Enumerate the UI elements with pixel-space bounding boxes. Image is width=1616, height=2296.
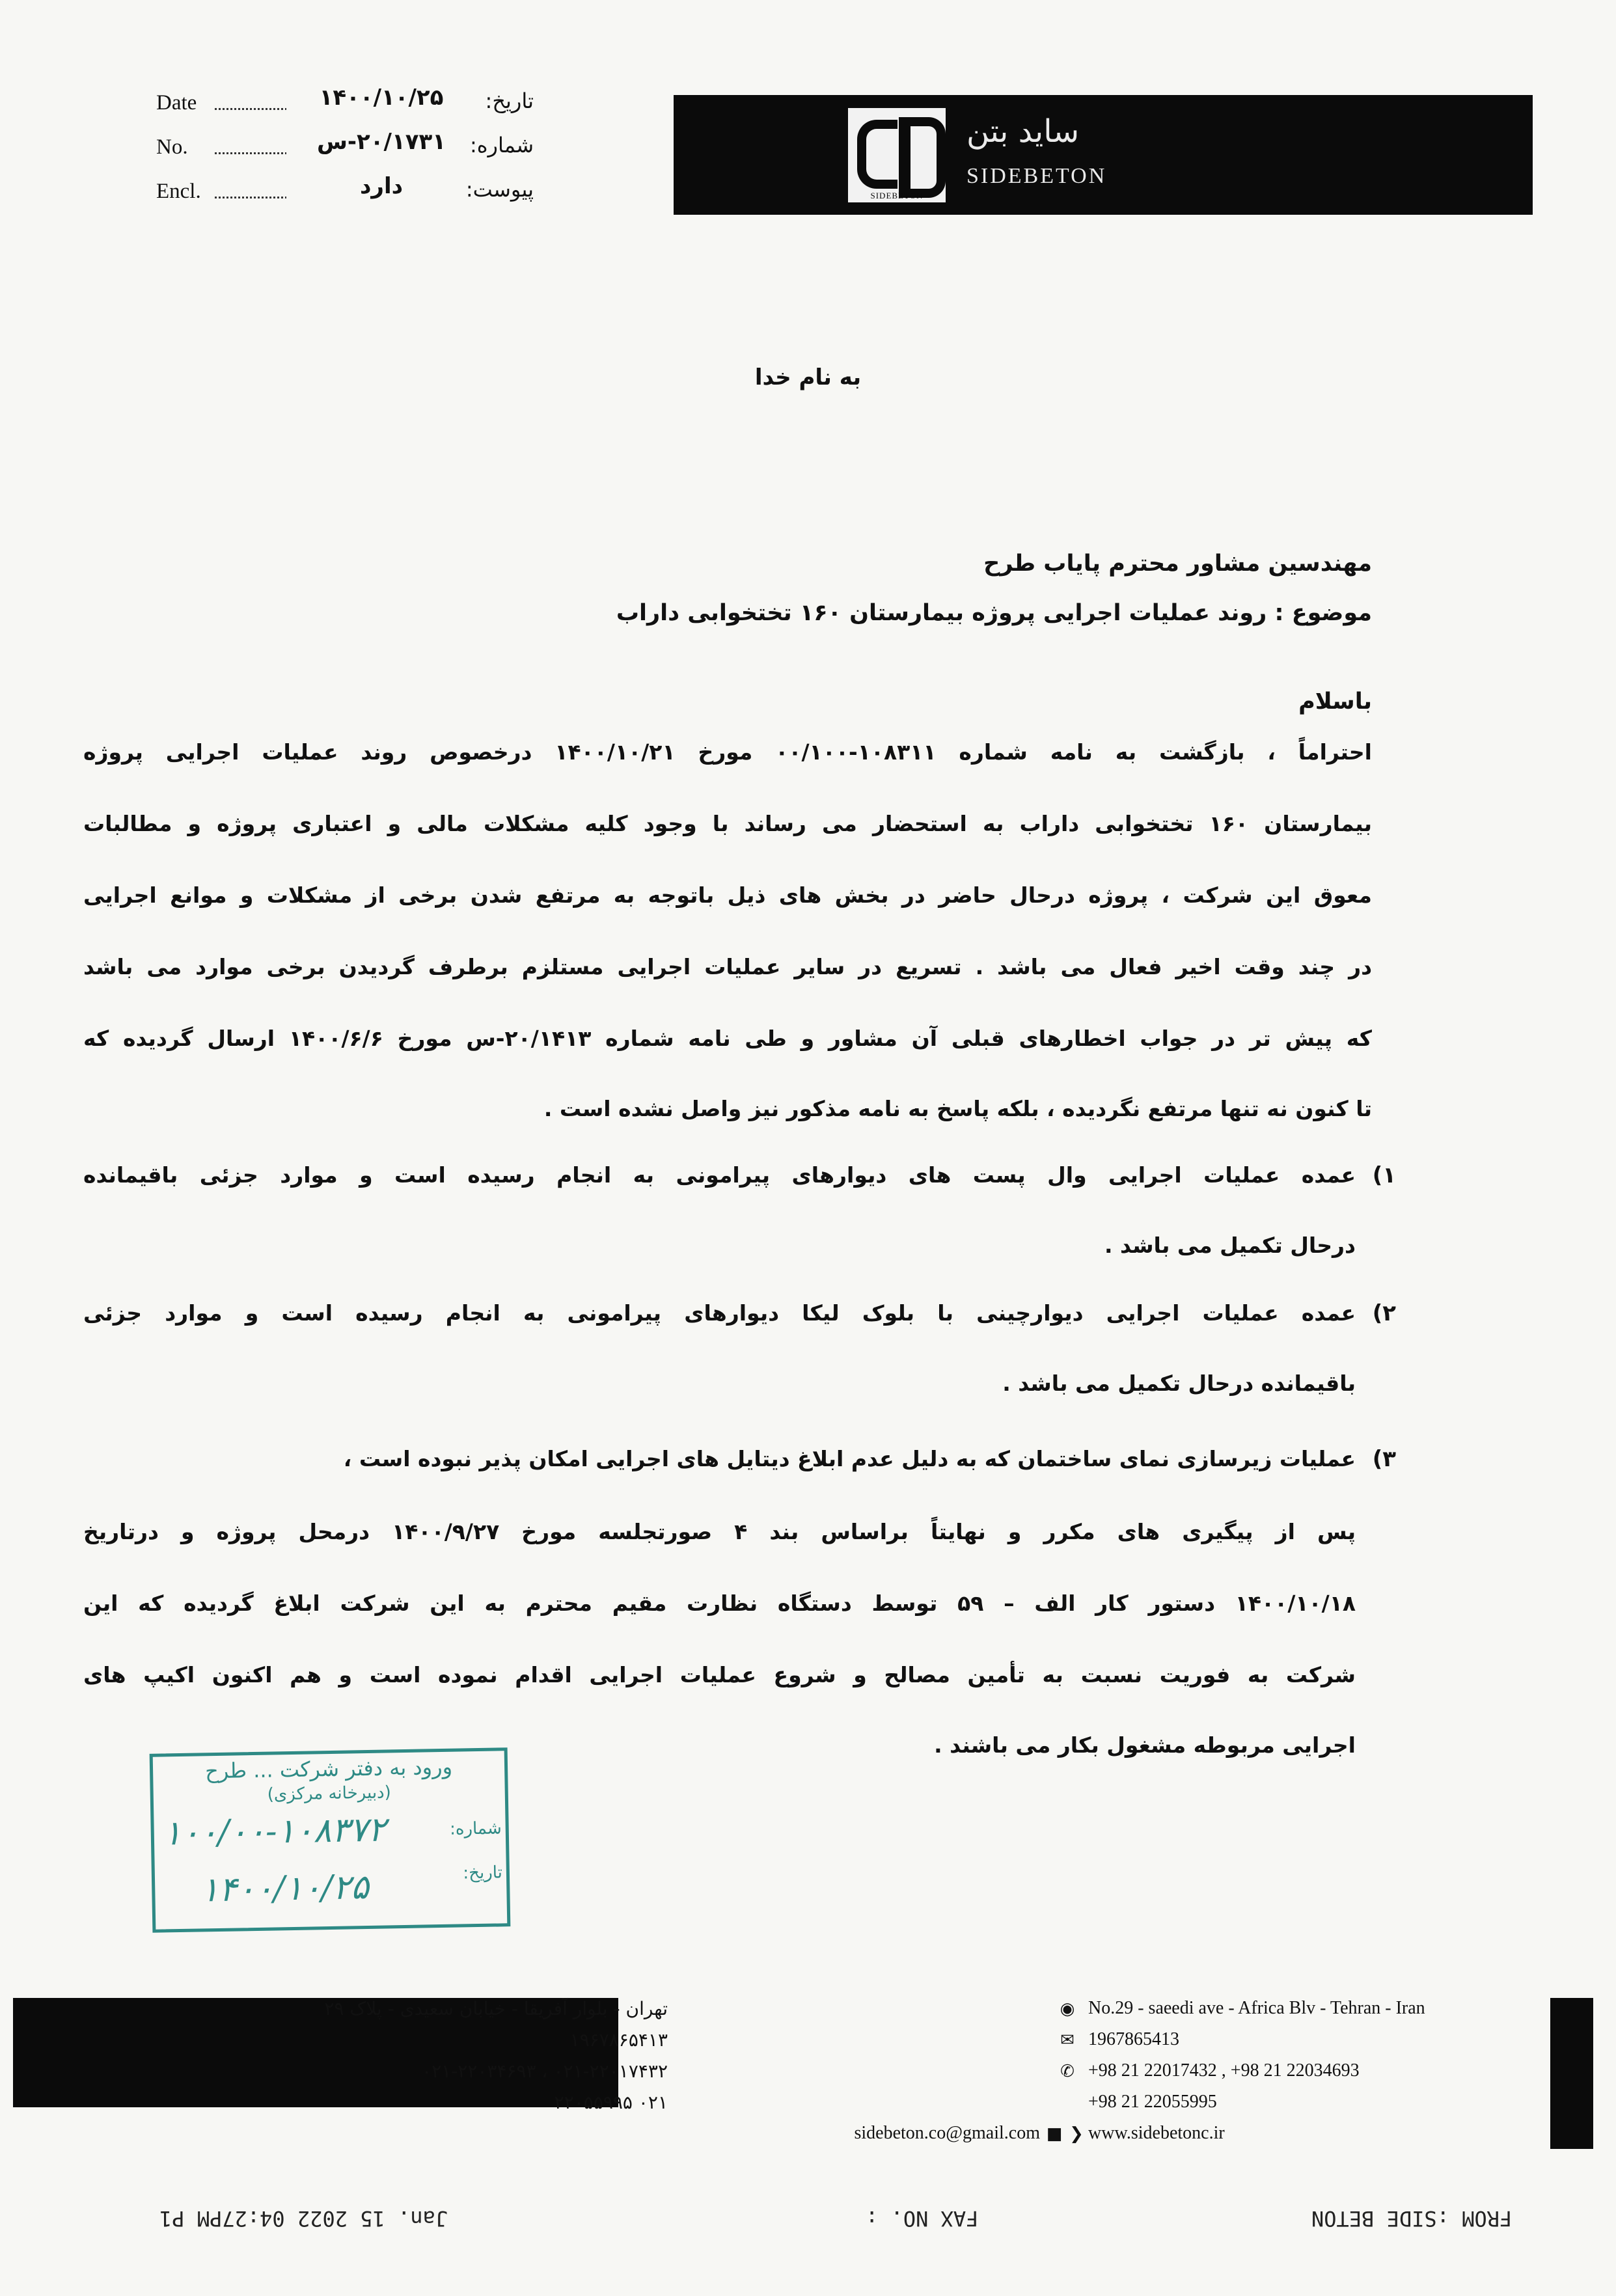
item-number: ۳) — [1372, 1446, 1396, 1472]
footer-phone-fa: ۰۲۱-۲۲۰۱۷۴۳۲ ، ۰۲۱-۲۲۰۳۴۶۹۳ — [422, 2060, 668, 2082]
enclosure-value: دارد — [286, 173, 476, 199]
company-name-en: SIDEBETON — [966, 164, 1107, 188]
stamp-date-label: تاریخ: — [463, 1863, 503, 1883]
company-logo-bar — [674, 95, 1533, 215]
stamp-number-value: ۱۰۰/۰۰-۱۰۸۳۷۲ — [163, 1810, 387, 1853]
stamp-date-value: ۱۴۰۰/۱۰/۲۵ — [200, 1867, 370, 1910]
number-label-fa: شماره: — [469, 133, 534, 157]
intro-line: بیمارستان ۱۶۰ تختخوابی داراب به استحضار می رساند با وجود کلیه مشکلات مالی و اعتباری پروژه و مطالبات — [83, 811, 1373, 836]
enclosure-row — [156, 174, 534, 211]
item-number: ۱) — [1372, 1162, 1396, 1188]
intro-line: در چند وقت اخیر فعال می باشد . تسریع در سایر عملیات اجرایی مستلزم برطرف گردیدن برخی موارد می باشد — [83, 954, 1372, 979]
footer-email: sidebeton.co@gmail.com — [854, 2123, 1040, 2143]
footer-phone-en: +98 21 22017432 , +98 21 22034693 — [1088, 2060, 1360, 2081]
intro-line: معوق این شرکت ، پروژه درحال حاضر در بخش های ذیل باتوجه به مرتفع شدن برخی از مشکلات و موانع اجرایی — [83, 882, 1372, 908]
sb-logo-icon — [848, 108, 946, 202]
enclosure-label-en: Encl. — [156, 180, 201, 203]
fax-number: FAX NO. : — [866, 2206, 979, 2231]
footer-fax-fa: ۰۲۱ ۲۲۰۵۵۹۹۵ — [554, 2092, 668, 2113]
mailbox-icon: ✉ — [1060, 2030, 1075, 2050]
basmala: به نام خدا — [754, 364, 862, 390]
intro-line: تا کنون نه تنها مرتفع نگردیده ، بلکه پاسخ به نامه مذکور نیز واصل نشده است . — [543, 1096, 1372, 1121]
footer-postal-en: 1967865413 — [1088, 2029, 1179, 2049]
number-label-en: No. — [156, 135, 188, 159]
location-icon: ◉ — [1060, 1999, 1075, 2019]
fax-from: FROM :SIDE BETON — [1311, 2206, 1513, 2231]
email-icon: ■ — [1046, 2124, 1063, 2144]
received-stamp — [150, 1747, 511, 1933]
logo-mark-text: SIDEBETON — [870, 191, 924, 200]
enclosure-label-fa: پیوست: — [465, 177, 534, 202]
footer-postal-fa: ۱۹۶۷۸۶۵۴۱۳ — [569, 2029, 668, 2051]
company-name-fa: ساید بتن — [966, 113, 1080, 150]
date-label-fa: تاریخ: — [485, 89, 534, 113]
phone-icon: ✆ — [1060, 2062, 1075, 2081]
item-line: عمده عملیات اجرایی وال پست های دیوارهای پیرامونی به انجام رسیده است و موارد جزئی باقیمانده — [83, 1162, 1356, 1188]
item-line: اجرایی مربوطه مشغول بکار می باشند . — [934, 1732, 1356, 1758]
fax-timestamp: Jan. 15 2022 04:27PM P1 — [159, 2206, 448, 2231]
number-value: ۲۰/۱۷۳۱-س — [286, 129, 476, 155]
footer-bar-right — [1550, 1998, 1593, 2149]
stamp-title: ورود به دفتر شرکت ... طرح — [204, 1754, 453, 1784]
item-number: ۲) — [1372, 1300, 1396, 1326]
item-line: باقیمانده درحال تکمیل می باشد . — [1002, 1371, 1356, 1396]
date-label-en: Date — [156, 91, 197, 115]
greeting: باسلام — [1298, 689, 1372, 715]
stamp-subtitle: (دبیرخانه مرکزی) — [267, 1783, 392, 1805]
item-line: ۱۴۰۰/۱۰/۱۸ دستور کار الف – ۵۹ توسط دستگاه نظارت مقیم محترم به این شرکت ابلاغ گردیده که این — [83, 1591, 1356, 1616]
stamp-number-label: شماره: — [449, 1818, 502, 1839]
intro-line: احتراماً ، بازگشت به نامه شماره ۱۰۸۳۱۱-۰۰/۱۰۰ مورخ ۱۴۰۰/۱۰/۲۱ درخصوص روند عملیات اجرایی پروژه — [83, 739, 1372, 765]
item-line: درحال تکمیل می باشد . — [1104, 1233, 1356, 1258]
footer-address-fa: تهران - بلوار آفریقا - خیابان سعیدی - پلاک ۲۹ — [324, 1998, 668, 2019]
date-row — [156, 86, 534, 122]
footer-address-en: No.29 - saeedi ave - Africa Blv - Tehran - Iran — [1088, 1998, 1425, 2018]
number-row — [156, 130, 534, 167]
date-value: ۱۴۰۰/۱۰/۲۵ — [286, 85, 476, 111]
item-line: شرکت به فوریت نسبت به تأمین مصالح و شروع عملیات اجرایی اقدام نموده است و هم اکنون اکیپ های — [83, 1662, 1356, 1688]
item-line: عملیات زیرسازی نمای ساختمان که به دلیل عدم ابلاغ دیتایل های اجرایی امکان پذیر نبوده است ، — [343, 1446, 1356, 1471]
web-icon: ❯ — [1069, 2124, 1084, 2144]
item-line: عمده عملیات اجرایی دیوارچینی با بلوک لیکا دیوارهای پیرامونی به انجام رسیده است و موارد جزئی — [83, 1300, 1356, 1326]
footer-fax-en: +98 21 22055995 — [1088, 2092, 1217, 2112]
recipient: مهندسین مشاور محترم پایاب طرح — [983, 551, 1372, 577]
intro-line: که پیش تر در جواب اخطارهای قبلی آن مشاور و طی نامه شماره ۲۰/۱۴۱۳-س مورخ ۱۴۰۰/۶/۶ ارسال گردیده که — [83, 1026, 1372, 1051]
item-line: پس از پیگیری های مکرر و نهایتاً براساس بند ۴ صورتجلسه مورخ ۱۴۰۰/۹/۲۷ درمحل پروژه و درتاریخ — [83, 1519, 1356, 1544]
footer-website: www.sidebetonc.ir — [1088, 2123, 1225, 2143]
subject: موضوع : روند عملیات اجرایی پروژه بیمارستان ۱۶۰ تختخوابی داراب — [616, 600, 1372, 626]
